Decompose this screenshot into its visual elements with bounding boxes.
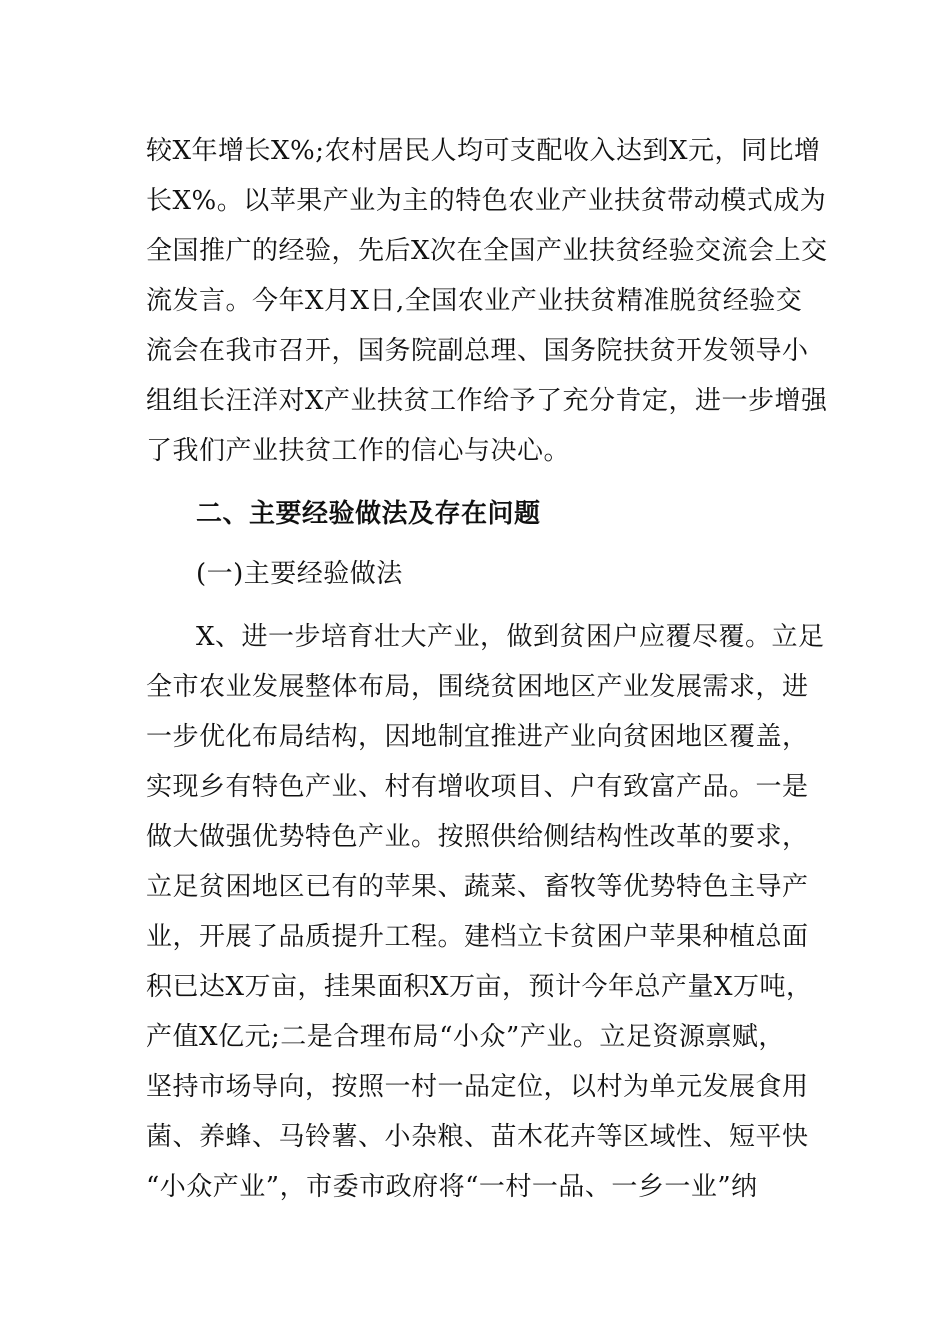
- body-text-line: 坚持市场导向，按照一村一品定位，以村为单元发展食用: [146, 1072, 809, 1102]
- body-text-line: 实现乡有特色产业、村有增收项目、户有致富产品。一是: [146, 772, 809, 802]
- body-text-line: “小众产业”，市委市政府将“一村一品、一乡一业”纳: [146, 1172, 758, 1202]
- body-text-line: 长X%。以苹果产业为主的特色农业产业扶贫带动模式成为: [146, 186, 827, 216]
- subsection-heading: (一)主要经验做法: [196, 559, 403, 589]
- body-text-line: 积已达X万亩，挂果面积X万亩，预计今年总产量X万吨，: [146, 972, 813, 1002]
- body-text-line: 做大做强优势特色产业。按照供给侧结构性改革的要求，: [146, 822, 809, 852]
- body-text-line: 一步优化布局结构，因地制宜推进产业向贫困地区覆盖，: [146, 722, 809, 752]
- body-text-line: 产值X亿元;二是合理布局“小众”产业。立足资源禀赋，: [146, 1022, 785, 1052]
- section-heading: 二、主要经验做法及存在问题: [196, 499, 541, 529]
- body-text-line: 业，开展了品质提升工程。建档立卡贫困户苹果种植总面: [146, 922, 809, 952]
- body-text-line: X、进一步培育壮大产业，做到贫困户应覆尽覆。立足: [196, 622, 825, 652]
- body-text-line: 立足贫困地区已有的苹果、蔬菜、畜牧等优势特色主导产: [146, 872, 809, 902]
- body-text-line: 全市农业发展整体布局，围绕贫困地区产业发展需求，进: [146, 672, 809, 702]
- body-text-line: 组组长汪洋对X产业扶贫工作给予了充分肯定，进一步增强: [146, 386, 828, 416]
- body-text-line: 全国推广的经验，先后X次在全国产业扶贫经验交流会上交: [146, 236, 828, 266]
- body-text-line: 菌、养蜂、马铃薯、小杂粮、苗木花卉等区域性、短平快: [146, 1122, 809, 1152]
- body-text-line: 流会在我市召开，国务院副总理、国务院扶贫开发领导小: [146, 336, 809, 366]
- body-text-line: 了我们产业扶贫工作的信心与决心。: [146, 436, 571, 466]
- body-text-line: 较X年增长X%;农村居民人均可支配收入达到X元，同比增: [146, 136, 821, 166]
- body-text-line: 流发言。今年X月X日,全国农业产业扶贫精准脱贫经验交: [146, 286, 803, 316]
